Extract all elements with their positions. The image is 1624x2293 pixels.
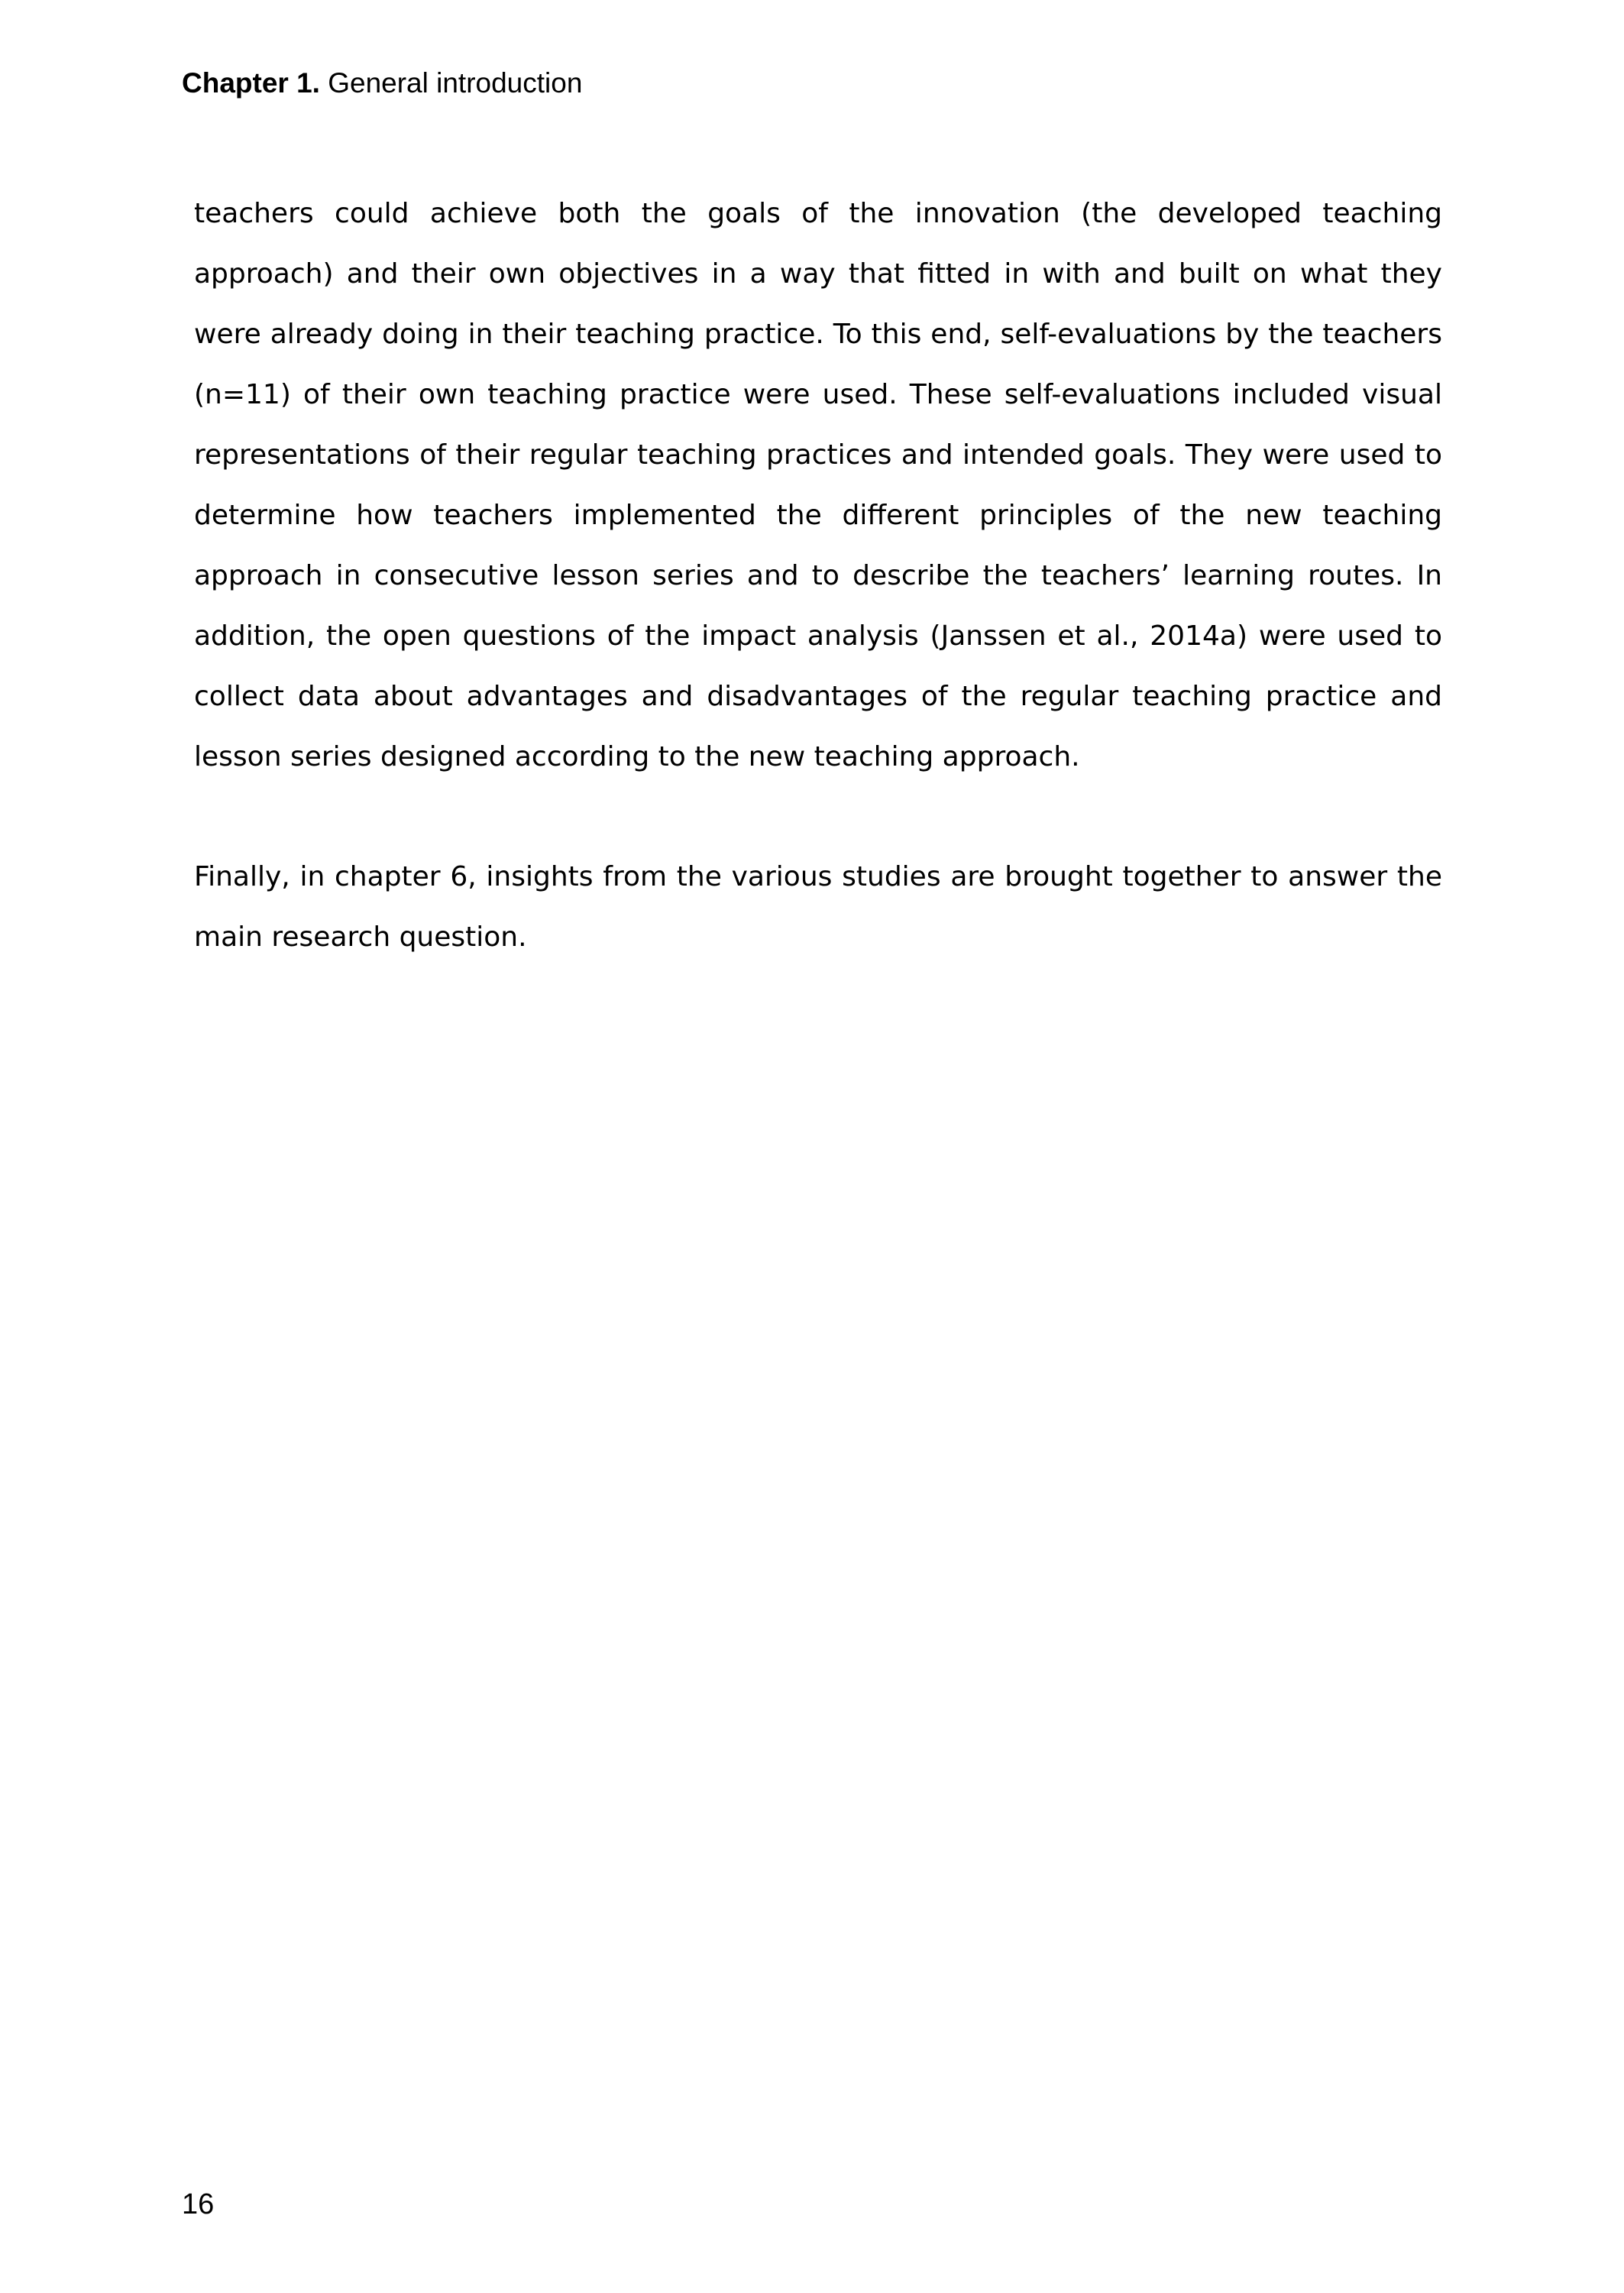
page-number: 16 — [182, 2188, 215, 2220]
chapter-label: Chapter 1. — [182, 67, 320, 99]
body-paragraph: teachers could achieve both the goals of the innovation (the developed teaching approach) and their own objectives in a way that fitted in with and built on what they were already doing in their teaching practice. To this end, self-evaluations by the teachers (n=11) of their own teaching practice were used. These self-evaluations included visual representations of their regular teaching practices and intended goals. They were used to determine how teachers implemented the different principles of the new teaching approach in consecutive lesson series and to describe the teachers’ learning routes. In addition, the open questions of the impact analysis (Janssen et al., 2014a) were used to collect data about advantages and disadvantages of the regular teaching practice and lesson series designed according to the new teaching approach. — [194, 198, 1442, 772]
running-header — [182, 66, 582, 101]
body-paragraph: Finally, in chapter 6, insights from the various studies are brought together to answer the main research question. — [194, 861, 1442, 953]
chapter-title: General introduction — [328, 67, 583, 99]
